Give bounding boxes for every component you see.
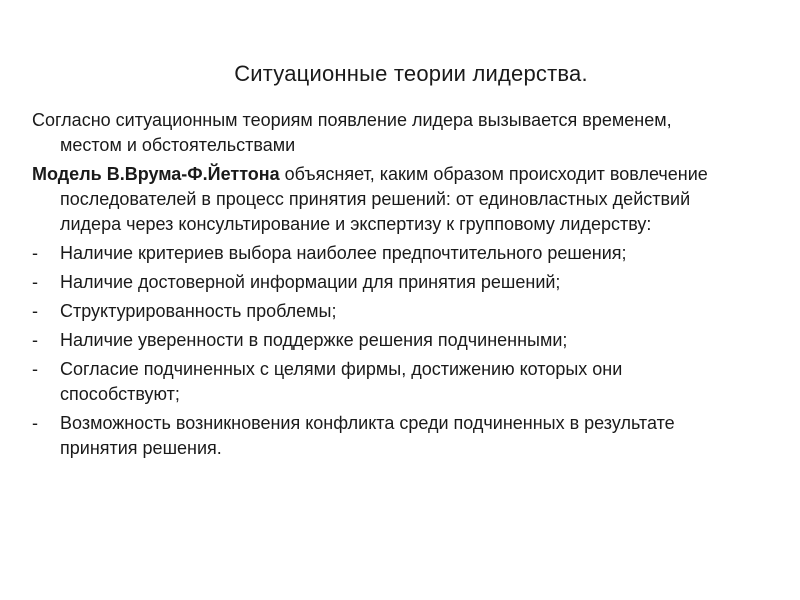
dash-bullet-icon: - [32,301,38,321]
list-item-text: Возможность возникновения конфликта среди подчиненных в результате принятия решения. [60,413,675,458]
model-paragraph [32,162,732,237]
list-item [32,299,732,324]
model-description: объясняет, каким образом происходит вовлечение последователей в процесс принятия решений: от единовластных действий лидера через консультирование и экспертизу к групповому лидерству: [60,164,708,234]
list-item-text: Структурированность проблемы; [60,301,337,321]
list-item-text: Наличие достоверной информации для принятия решений; [60,272,561,292]
list-item [32,241,732,266]
list-item [32,411,732,461]
model-name: Модель В.Врума-Ф.Йеттона [32,164,280,184]
dash-bullet-icon: - [32,272,38,292]
slide-content [32,108,732,465]
dash-bullet-icon: - [32,330,38,350]
list-item [32,270,732,295]
list-item-text: Согласие подчиненных с целями фирмы, достижению которых они способствуют; [60,359,623,404]
slide-title: Ситуационные теории лидерства. [234,61,588,86]
criteria-list [32,241,732,461]
list-item [32,357,732,407]
dash-bullet-icon: - [32,359,38,379]
list-item-text: Наличие критериев выбора наиболее предпочтительного решения; [60,243,627,263]
intro-paragraph: Согласно ситуационным теориям появление лидера вызывается временем, местом и обстоятельствами [32,110,672,155]
dash-bullet-icon: - [32,413,38,433]
dash-bullet-icon: - [32,243,38,263]
list-item [32,328,732,353]
list-item-text: Наличие уверенности в поддержке решения подчиненными; [60,330,568,350]
